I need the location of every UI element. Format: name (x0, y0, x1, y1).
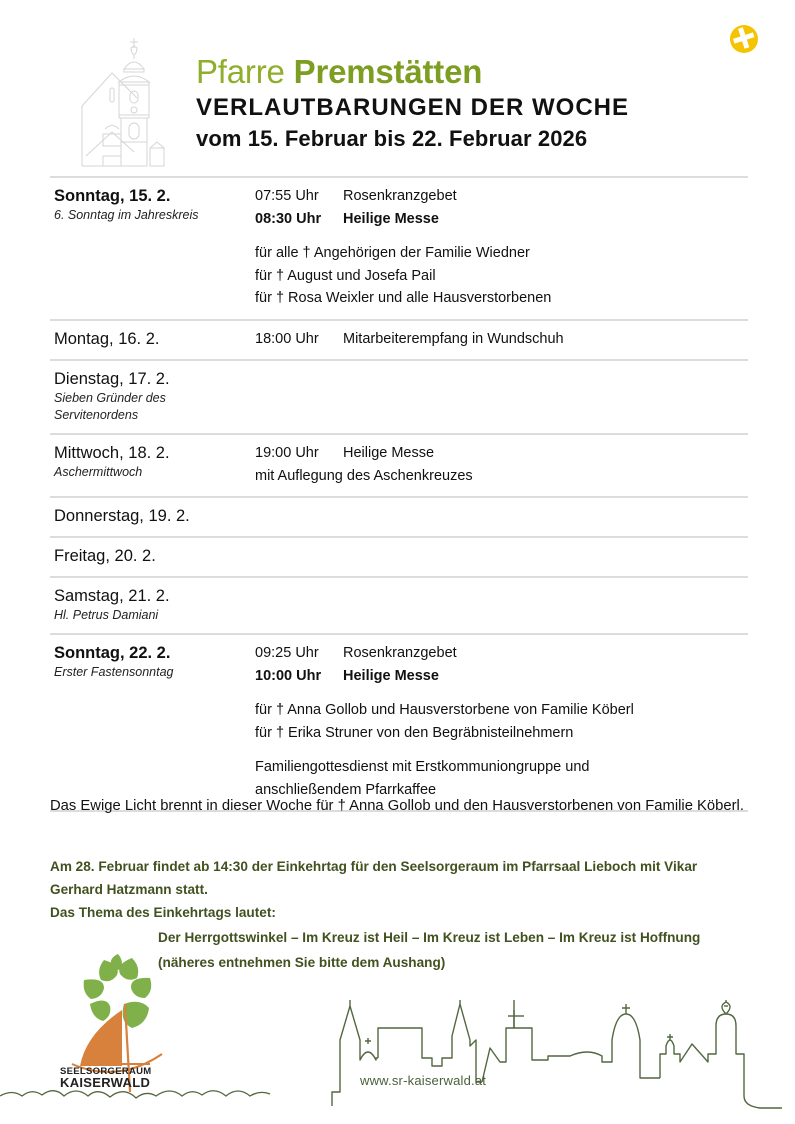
event-title: Mitarbeiterempfang in Wundschuh (343, 330, 564, 347)
event-note: für † Erika Struner von den Begräbnisteilnehmern (255, 724, 574, 741)
date-range: vom 15. Februar bis 22. Februar 2026 (196, 126, 588, 151)
day-name: Sonntag, 22. 2. (54, 644, 171, 662)
event-line (255, 442, 748, 465)
schedule-row (50, 319, 748, 360)
day-cell (50, 642, 255, 801)
event-note: für alle † Angehörigen der Familie Wiedner (255, 245, 530, 261)
landscape-hills-icon (0, 1060, 350, 1110)
event-time: 19:00 Uhr (255, 445, 319, 461)
schedule-row (50, 176, 748, 319)
event-time: 09:25 Uhr (255, 645, 319, 661)
events-cell (255, 642, 748, 801)
day-cell (50, 185, 255, 310)
day-subtitle: Aschermittwoch (54, 465, 143, 479)
day-subtitle: Hl. Petrus Damiani (54, 608, 159, 622)
notice-theme: Der Herrgottswinkel – Im Kreuz ist Heil – Im Kreuz ist Leben – Im Kreuz ist Hoffnung (158, 930, 701, 945)
day-cell (50, 328, 255, 351)
schedule-row (50, 536, 748, 576)
event-note: anschließendem Pfarrkaffee (255, 781, 437, 798)
website-url: www.sr-kaiserwald.at (360, 1073, 487, 1088)
events-cell (255, 328, 748, 351)
day-name: Sonntag, 15. 2. (54, 187, 171, 205)
page-subtitle: VERLAUTBARUNGEN DER WOCHE (196, 94, 629, 121)
day-cell (50, 368, 255, 424)
notice-line-2: Das Thema des Einkehrtags lautet: (50, 905, 276, 920)
church-line-drawing-icon (74, 36, 170, 168)
event-note: für † Anna Gollob und Hausverstorbene von Familie Köberl (255, 702, 634, 718)
day-subtitle: Erster Fastensonntag (54, 665, 174, 679)
day-subtitle: Servitenordens (54, 408, 139, 422)
day-cell (50, 442, 255, 487)
event-line (255, 328, 748, 351)
parish-prefix: Pfarre (196, 53, 294, 90)
day-cell (50, 585, 255, 624)
event-line (255, 208, 748, 231)
spacer (255, 744, 748, 756)
day-name: Mittwoch, 18. 2. (54, 444, 170, 462)
schedule-table (50, 176, 748, 812)
event-title: Heilige Messe (343, 210, 439, 227)
circle-cross-logo-icon (729, 24, 759, 54)
event-time: 07:55 Uhr (255, 188, 319, 204)
events-cell (255, 442, 748, 487)
event-title: Rosenkranzgebet (343, 645, 457, 661)
day-name: Samstag, 21. 2. (54, 587, 170, 605)
page-title (196, 52, 629, 92)
logo-line-1: SEELSORGERAUM (60, 1066, 152, 1077)
notice-hint: (näheres entnehmen Sie bitte dem Aushang) (158, 955, 446, 970)
day-cell (50, 505, 255, 527)
event-line (255, 665, 748, 688)
event-note: mit Auflegung des Aschenkreuzes (255, 467, 473, 484)
day-subtitle: 6. Sonntag im Jahreskreis (54, 208, 199, 222)
events-cell (255, 585, 748, 624)
day-name: Freitag, 20. 2. (54, 547, 156, 565)
schedule-row (50, 633, 748, 812)
schedule-row (50, 496, 748, 536)
event-note: für † August und Josefa Pail (255, 267, 436, 284)
church-skyline-icon (330, 1000, 785, 1112)
spacer (255, 230, 748, 242)
event-title: Rosenkranzgebet (343, 188, 457, 204)
event-line (255, 642, 748, 665)
spacer (255, 687, 748, 699)
events-cell (255, 185, 748, 310)
event-time: 10:00 Uhr (255, 667, 322, 684)
logo-line-2: KAISERWALD (60, 1075, 151, 1090)
title-block (196, 52, 629, 154)
event-note: für † Rosa Weixler und alle Hausverstorbenen (255, 290, 552, 306)
event-title: Heilige Messe (343, 445, 435, 461)
schedule-row (50, 359, 748, 433)
day-name: Donnerstag, 19. 2. (54, 507, 190, 525)
event-time: 08:30 Uhr (255, 210, 322, 227)
notice-line-1: Am 28. Februar findet ab 14:30 der Einkehrtag für den Seelsorgeraum im Pfarrsaal Lieboch mit Vikar Gerhard Hatzmann statt. (50, 859, 698, 897)
day-name: Dienstag, 17. 2. (54, 370, 170, 388)
schedule-row (50, 576, 748, 633)
day-name: Montag, 16. 2. (54, 329, 160, 348)
events-cell (255, 545, 748, 567)
page-header (0, 0, 795, 170)
event-time: 18:00 Uhr (255, 330, 319, 347)
event-title: Heilige Messe (343, 667, 439, 684)
day-cell (50, 545, 255, 567)
schedule-row (50, 433, 748, 496)
day-subtitle: Sieben Gründer des (54, 391, 166, 405)
events-cell (255, 368, 748, 424)
parish-name: Premstätten (293, 53, 483, 90)
eternal-light-note: Das Ewige Licht brennt in dieser Woche für † Anna Gollob und den Hausverstorbenen von Familie Köberl. (50, 798, 744, 814)
event-line (255, 185, 748, 208)
events-cell (255, 505, 748, 527)
event-note: Familiengottesdienst mit Erstkommuniongruppe und (255, 759, 590, 775)
